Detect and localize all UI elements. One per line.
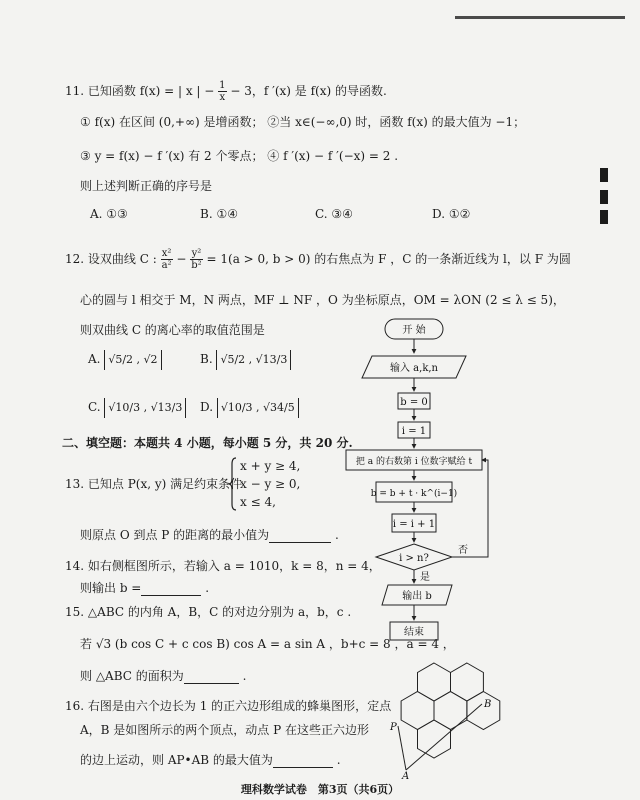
q16-answer-blank[interactable]	[273, 755, 333, 768]
point-p-label: P	[390, 722, 397, 733]
q14-stem	[65, 558, 381, 574]
q12-line-2: 心的圆与 l 相交于 M，N 两点，MF ⊥ NF ，O 为坐标原点，OM = λON (2 ≤ λ ≤ 5)，	[80, 293, 565, 307]
q12-option-d-interval: √10/3 , √34/5	[217, 398, 299, 418]
q13-brace	[228, 456, 238, 512]
flowchart-assign-label: 把 a 的右数第 i 位数字赋给 t	[355, 457, 473, 467]
flowchart-update-i-label: i = i + 1	[392, 519, 436, 530]
hexagon-cell	[418, 720, 451, 758]
q11-number: 11.	[65, 84, 85, 98]
q16-number: 16.	[65, 699, 85, 713]
flowchart-init-i-label: i = 1	[401, 426, 427, 437]
hexagon-cell	[401, 692, 434, 730]
q12-option-a	[88, 350, 162, 370]
q15-line-2: 若 √3 (b cos C + c cos B) cos A = a sin A ，b+c = 8 ，a = 4 ，	[80, 637, 455, 651]
q12-frac2-num: y²	[191, 248, 202, 259]
page-footer: 理科数学试卷 第3页（共6页）	[240, 783, 400, 796]
q12-option-d-label: D.	[200, 400, 214, 414]
flowchart	[340, 310, 500, 655]
q12-line-3: 则双曲线 C 的离心率的取值范围是	[80, 323, 265, 337]
flowchart-start-label: 开 始	[402, 325, 426, 336]
q11-option-d: D. ①②	[432, 207, 471, 221]
q16-line-3: 的边上运动，则 AP•AB 的最大值为 .	[80, 753, 341, 767]
q11-fraction	[218, 80, 226, 103]
hexagon-cell	[451, 663, 484, 701]
q12-stem	[65, 248, 571, 271]
q14-stem-text: 如右侧框图所示，若输入 a = 1010，k = 8，n = 4，	[87, 559, 381, 573]
q16-line-2: A，B 是如图所示的两个顶点，动点 P 在这些正六边形	[80, 723, 370, 737]
q13-answer-blank[interactable]	[269, 530, 331, 543]
q13-stem	[65, 476, 242, 492]
q14-number: 14.	[65, 559, 85, 573]
q12-option-d	[200, 398, 299, 418]
point-a-label: A	[402, 771, 410, 780]
q11-frac-den: x	[219, 92, 226, 103]
q14-ask: 则输出 b = .	[80, 581, 210, 595]
q11-option-c: C. ③④	[315, 207, 353, 221]
hexagon-cell	[467, 692, 500, 730]
q12-frac1-num: x²	[161, 248, 172, 259]
honeycomb-figure	[382, 660, 522, 780]
q13-constraint-3: x ≤ 4,	[240, 495, 276, 509]
q12-number: 12.	[65, 252, 85, 266]
q12-fraction-2	[190, 248, 202, 271]
q13-constraint-1: x + y ≥ 4,	[240, 459, 301, 473]
q15-answer-blank[interactable]	[184, 671, 239, 684]
flowchart-update-b-label: b = b + t · k^(i−1)	[370, 489, 458, 499]
q12-minus: −	[172, 252, 191, 266]
q15-ask: 则 △ABC 的面积为 .	[80, 669, 247, 683]
q13-number: 13.	[65, 477, 85, 491]
q11-option-a: A. ①③	[90, 207, 128, 221]
q12-option-c	[88, 398, 186, 418]
flowchart-input-label: 输入 a,k,n	[390, 363, 438, 374]
q13-stem-text: 已知点 P(x, y) 满足约束条件	[87, 477, 243, 491]
q11-stem-b: − 3，f ′(x) 是 f(x) 的导函数.	[226, 84, 387, 98]
q14-ask-text: 则输出 b =	[80, 581, 142, 595]
q12-frac2-den: b²	[191, 260, 202, 271]
q16-line-1-text: 右图是由六个边长为 1 的正六边形组成的蜂巢图形，定点	[87, 699, 392, 713]
q12-option-c-interval: √10/3 , √13/3	[104, 398, 186, 418]
q11-statement-1: ① f(x) 在区间 (0,+∞) 是增函数； ②当 x∈(−∞,0) 时，函数 f(x) 的最大值为 −1；	[80, 115, 526, 129]
flowchart-yes-label: 是	[420, 572, 430, 583]
q12-stem-b: = 1(a > 0, b > 0) 的右焦点为 F ，C 的一条渐近线为 l，以 F 为圆	[202, 252, 571, 266]
q12-option-c-label: C.	[88, 400, 101, 414]
vector-ap-line	[398, 726, 406, 770]
q15-stem-text: △ABC 的内角 A，B，C 的对边分别为 a，b，c .	[87, 605, 352, 619]
q13-ask: 则原点 O 到点 P 的距离的最小值为 .	[80, 528, 339, 542]
margin-mark	[600, 168, 608, 182]
q13-ask-text: 则原点 O 到点 P 的距离的最小值为	[80, 528, 270, 542]
flowchart-init-b-label: b = 0	[400, 397, 428, 408]
q12-option-a-interval: √5/2 , √2	[104, 350, 161, 370]
margin-mark	[600, 210, 608, 224]
q11-statement-2: ③ y = f(x) − f ′(x) 有 2 个零点； ④ f ′(x) − f ′(−x) = 2 .	[80, 149, 399, 163]
q11-stem	[65, 80, 387, 103]
flowchart-no-label: 否	[458, 545, 468, 556]
q11-prompt: 则上述判断正确的序号是	[80, 179, 213, 193]
q11-frac-num: 1	[219, 80, 226, 91]
margin-mark	[600, 190, 608, 204]
q13-constraint-2: x − y ≥ 0,	[240, 477, 301, 491]
q12-stem-a: 设双曲线 C :	[87, 252, 161, 266]
q14-answer-blank[interactable]	[141, 583, 201, 596]
point-b-label: B	[484, 699, 492, 710]
q12-option-b-label: B.	[200, 352, 213, 366]
q12-option-a-label: A.	[88, 352, 101, 366]
flowchart-loop-arrow	[452, 460, 488, 557]
flowchart-condition-label: i > n?	[399, 553, 429, 564]
q12-frac1-den: a²	[161, 260, 172, 271]
q16-line-1	[65, 698, 391, 714]
hexagon-cell	[434, 692, 467, 730]
q12-option-b-interval: √5/2 , √13/3	[216, 350, 291, 370]
q16-line-3-text: 的边上运动，则 AP•AB 的最大值为	[80, 753, 273, 767]
section-2-title: 二、填空题：本题共 4 小题，每小题 5 分，共 20 分.	[62, 436, 353, 450]
q15-stem	[65, 604, 351, 620]
flowchart-output-label: 输出 b	[402, 591, 432, 602]
q15-number: 15.	[65, 605, 85, 619]
q12-option-b	[200, 350, 291, 370]
hexagon-cell	[418, 663, 451, 701]
q11-option-b: B. ①④	[200, 207, 238, 221]
q12-fraction-1	[161, 248, 173, 271]
top-rule	[455, 16, 625, 19]
flowchart-end-label: 结束	[404, 627, 424, 638]
q11-stem-a: 已知函数 f(x) = | x | −	[87, 84, 219, 98]
q15-ask-text: 则 △ABC 的面积为	[80, 669, 184, 683]
